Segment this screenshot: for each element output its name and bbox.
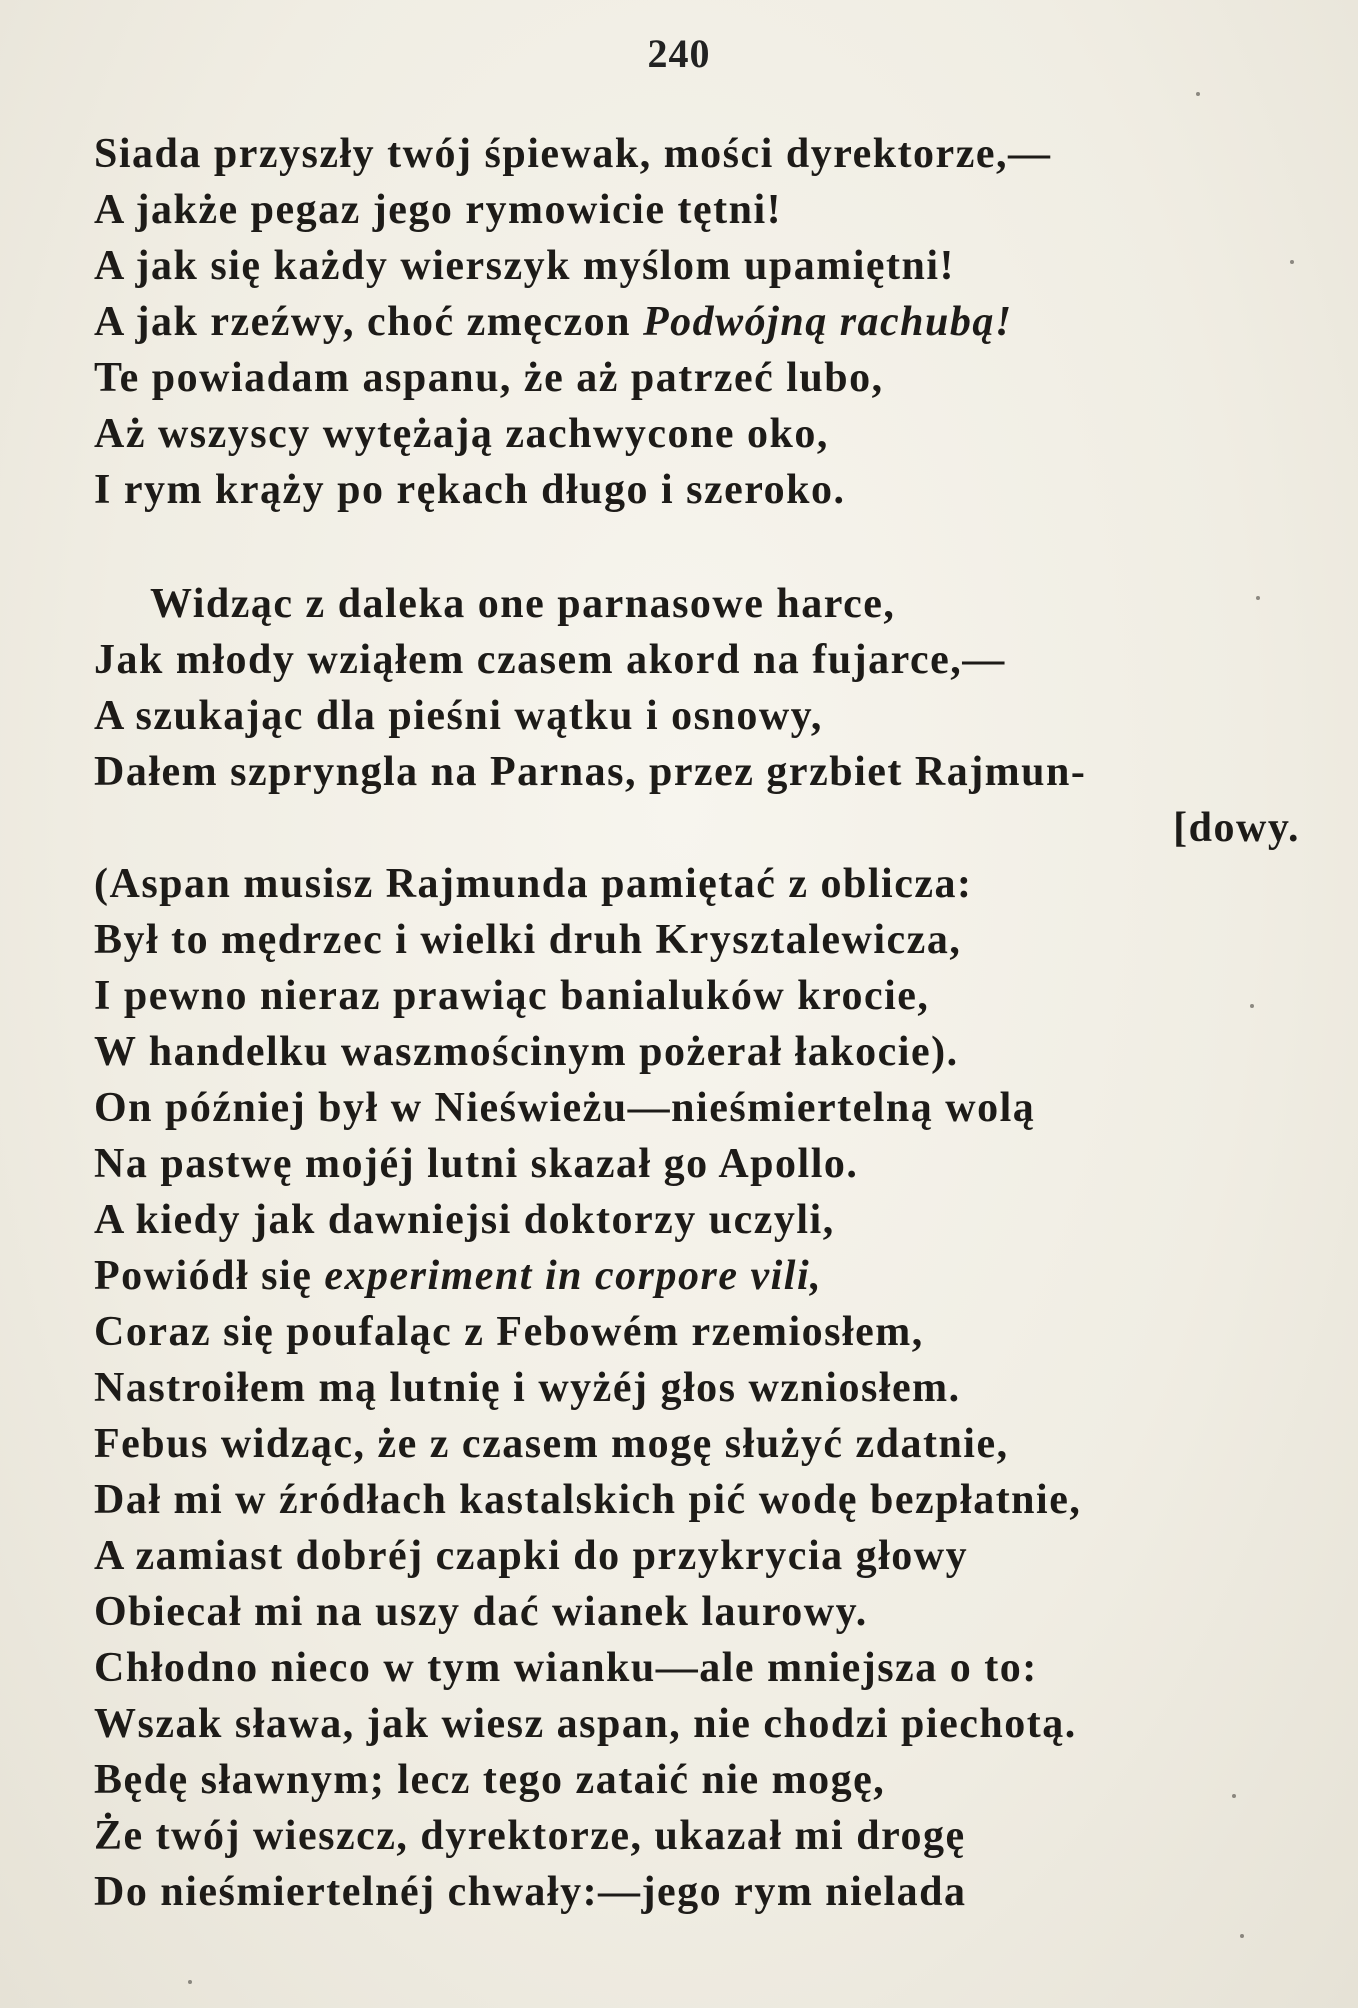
poem-line-text: Siada przyszły twój śpiewak, mości dyrektorze,—: [94, 131, 1052, 177]
poem-line-text: Te powiadam aspanu, że aż patrzeć lubo,: [94, 355, 884, 401]
poem-line-text: Obiecał mi na uszy dać wianek laurowy.: [94, 1589, 868, 1635]
poem-line-text: Chłodno nieco w tym wianku—ale mniejsza o to:: [94, 1645, 1038, 1691]
poem-line: [94, 744, 1304, 800]
poem-line: [94, 856, 1304, 912]
poem-line-text: A jak rzeźwy, choć zmęczon: [94, 299, 643, 345]
poem-line-text: Że twój wieszcz, dyrektorze, ukazał mi drogę: [94, 1813, 966, 1859]
poem-line: [94, 1416, 1304, 1472]
poem-line: [94, 1304, 1304, 1360]
poem-line-text: Na pastwę mojéj lutni skazał go Apollo.: [94, 1141, 859, 1187]
poem-line-text: [dowy.: [1173, 805, 1300, 851]
poem-line: [94, 238, 1304, 294]
poem-line-text: A szukając dla pieśni wątku i osnowy,: [94, 693, 823, 739]
poem-line: [94, 462, 1304, 518]
poem-line-text: Do nieśmiertelnéj chwały:—jego rym nielada: [94, 1869, 967, 1915]
poem-line: [94, 1248, 1304, 1304]
poem-line: [94, 632, 1304, 688]
poem-line-italic-text: Podwójną rachubą!: [643, 299, 1013, 345]
stanza-2: [94, 576, 1304, 1920]
poem-line: [94, 1584, 1304, 1640]
poem-line: [94, 912, 1304, 968]
poem-line-text: A kiedy jak dawniejsi doktorzy uczyli,: [94, 1197, 835, 1243]
paper-speck: [1290, 260, 1294, 264]
poem-line-text: On później był w Nieświeżu—nieśmiertelną wolą: [94, 1085, 1036, 1131]
poem-line: [94, 1024, 1304, 1080]
paper-speck: [188, 1980, 192, 1984]
poem-line: [94, 1864, 1304, 1920]
poem-line-text: Coraz się poufaląc z Febowém rzemiosłem,: [94, 1309, 924, 1355]
poem-line: [94, 1192, 1304, 1248]
poem-line: [94, 576, 1304, 632]
poem-line-text: Aż wszyscy wytężają zachwycone oko,: [94, 411, 829, 457]
poem-line: [94, 406, 1304, 462]
poem-line: [94, 182, 1304, 238]
poem-line: [94, 1080, 1304, 1136]
poem-line: [94, 1752, 1304, 1808]
poem-line-text: I pewno nieraz prawiąc banialuków krocie,: [94, 973, 930, 1019]
poem-line: [94, 1136, 1304, 1192]
paper-speck: [1250, 1004, 1254, 1008]
poem-line: [94, 1360, 1304, 1416]
poem-line-italic-text: experiment in corpore vili,: [324, 1253, 823, 1299]
stanza-1: [94, 126, 1304, 518]
poem-line-text: A zamiast dobréj czapki do przykrycia głowy: [94, 1533, 969, 1579]
poem-line-continuation: [94, 800, 1304, 856]
poem-line: [94, 688, 1304, 744]
poem-line: [94, 1640, 1304, 1696]
poem-line: [94, 1696, 1304, 1752]
poem-line: [94, 126, 1304, 182]
poem-line-text: Nastroiłem mą lutnię i wyżéj głos wzniosłem.: [94, 1365, 961, 1411]
poem-line-text: Był to mędrzec i wielki druh Krysztalewicza,: [94, 917, 962, 963]
poem-line-text: Powiódł się: [94, 1253, 325, 1299]
poem-line-text: A jakże pegaz jego rymowicie tętni!: [94, 187, 783, 233]
poem-line-text: (Aspan musisz Rajmunda pamiętać z oblicza:: [94, 861, 973, 907]
poem-line-text: Widząc z daleka one parnasowe harce,: [150, 581, 896, 627]
poem-line-text: A jak się każdy wierszyk myślom upamiętni!: [94, 243, 955, 289]
poem-line-text: Dał mi w źródłach kastalskich pić wodę bezpłatnie,: [94, 1477, 1082, 1523]
paper-speck: [1256, 596, 1260, 600]
poem-line-text: Będę sławnym; lecz tego zataić nie mogę,: [94, 1757, 886, 1803]
page-number: 240: [647, 31, 711, 76]
poem-line: [94, 1808, 1304, 1864]
poem-line-text: I rym krąży po rękach długo i szeroko.: [94, 467, 846, 513]
poem-line: [94, 294, 1304, 350]
poem-line: [94, 1528, 1304, 1584]
poem-line-text: Wszak sława, jak wiesz aspan, nie chodzi piechotą.: [94, 1701, 1077, 1747]
poem-line-text: Dałem szpryngla na Parnas, przez grzbiet Rajmun-: [94, 749, 1087, 795]
paper-speck: [1240, 1934, 1244, 1938]
poem-line-text: Febus widząc, że z czasem mogę służyć zdatnie,: [94, 1421, 1009, 1467]
poem-line-text: W handelku waszmościnym pożerał łakocie).: [94, 1029, 959, 1075]
poem-line: [94, 1472, 1304, 1528]
paper-speck: [1196, 92, 1200, 96]
poem-line: [94, 350, 1304, 406]
poem-line: [94, 968, 1304, 1024]
poem-line-text: Jak młody wziąłem czasem akord na fujarce,—: [94, 637, 1006, 683]
paper-speck: [1232, 1794, 1236, 1798]
